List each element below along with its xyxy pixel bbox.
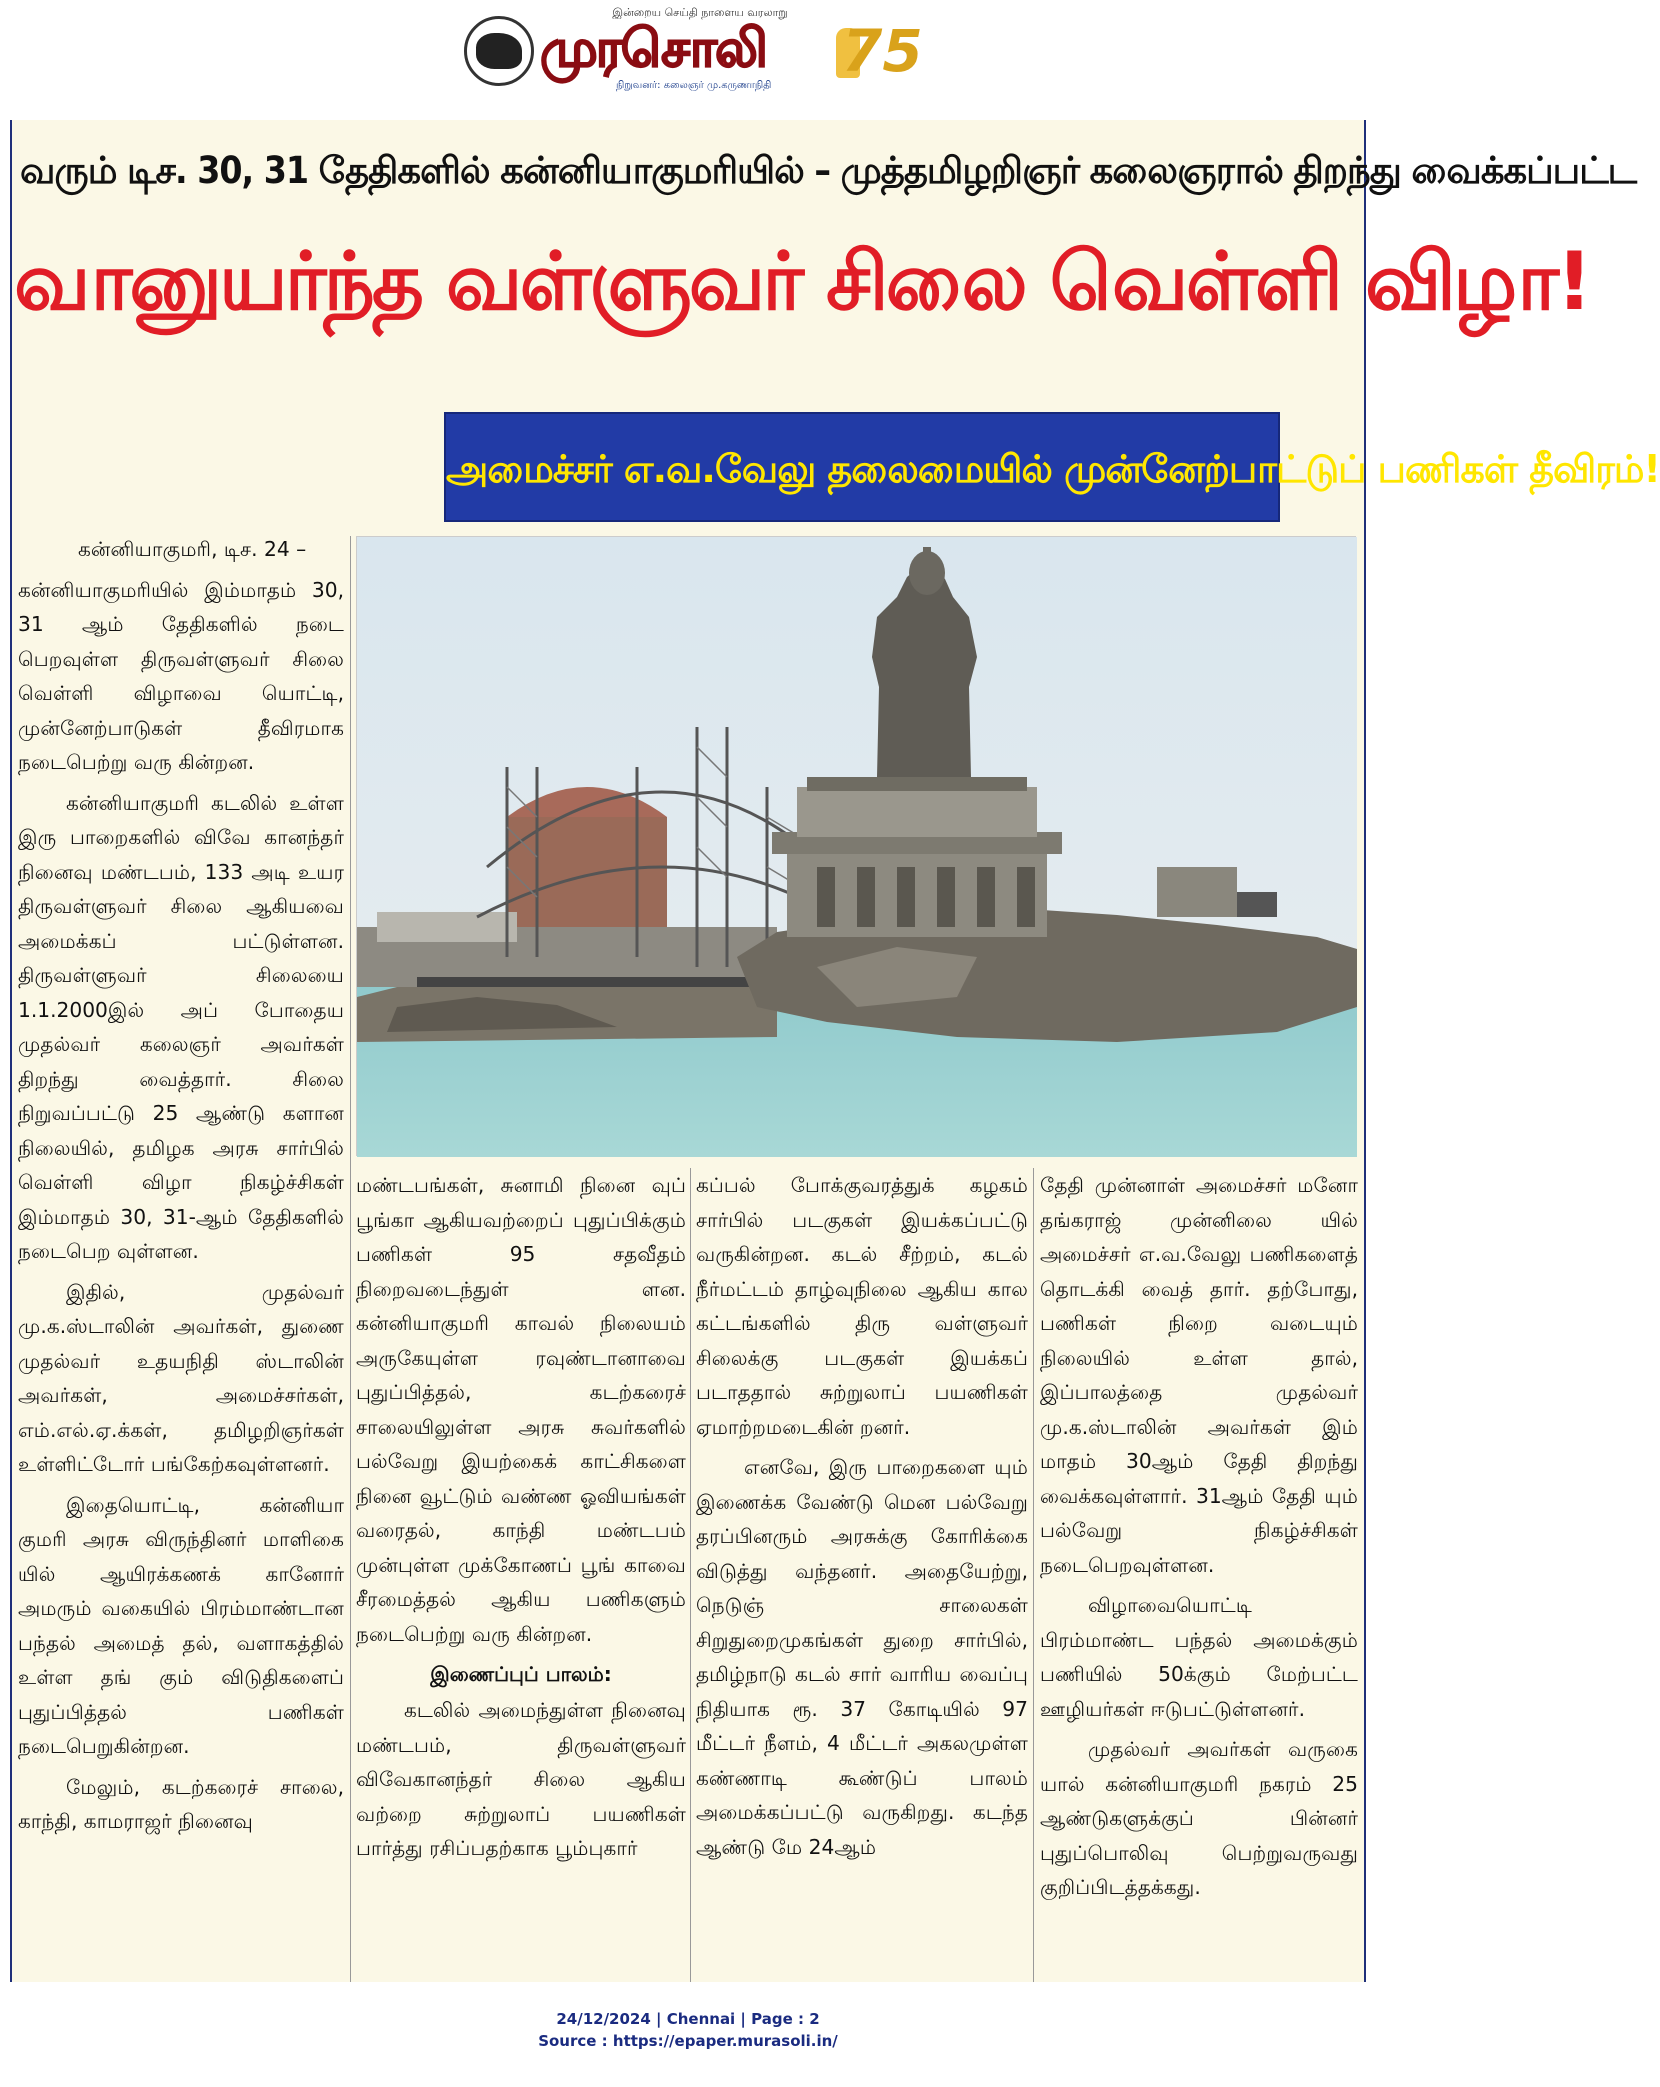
- masthead-tagline: இன்றைய செய்தி நாளைய வரலாறு: [612, 6, 788, 19]
- article-column-4: [1040, 1168, 1358, 1982]
- article-paragraph: இதையொட்டி, கன்னியா குமரி அரசு விருந்தினர் மாளிகை யில் ஆயிரக்கணக் கானோர் அமரும் வகையில் பிரம்மாண்டான பந்தல் அமைத் தல், வளாகத்தில் உள்ள தங் கும் விடுதிகளைப் புதுப்பித்தல் பணிகள் நடைபெறுகின்றன.: [18, 1492, 344, 1758]
- article-kicker: வரும் டிச. 30, 31 தேதிகளில் கன்னியாகுமரியில் – முத்தமிழறிஞர் கலைஞரால் திறந்து வைக்கப்பட்ட: [20, 149, 1637, 192]
- masthead-emblem-icon: [464, 16, 534, 86]
- article-paragraph: எனவே, இரு பாறைகளை யும் இணைக்க வேண்டு மென பல்வேறு தரப்பினரும் அரசுக்கு கோரிக்கை விடுத்து வந்தனர். அதையேற்று, நெடுஞ் சாலைகள் சிறுதுறைமுகங்கள் துறை சார்பில், தமிழ்நாடு கடல் சார் வாரிய வைப்பு நிதியாக ரூ. 37 கோடியில் 97 மீட்டர் நீளம், 4 மீட்டர் அகலமுள்ள கண்ணாடி கூண்டுப் பாலம் அமைக்கப்பட்டு வருகிறது. கடந்த ஆண்டு மே 24ஆம்: [696, 1455, 1028, 1859]
- article-paragraph: தேதி முன்னாள் அமைச்சர் மனோ தங்கராஜ் முன்னிலை யில் அமைச்சர் எ.வ.வேலு பணிகளைத் தொடக்கி வைத் தார். தற்போது, பணிகள் நிறை வடையும் நிலையில் உள்ள தால், இப்பாலத்தை முதல்வர் மு.க.ஸ்டாலின் அவர்கள் இம் மாதம் 30ஆம் தேதி திறந்து வைக்கவுள்ளார். 31ஆம் தேதி யும் பல்வேறு நிகழ்ச்சிகள் நடைபெறவுள்ளன.: [1040, 1173, 1358, 1577]
- article-column-2: [356, 1168, 686, 1982]
- masthead: [0, 0, 1376, 110]
- page-footer: [0, 2008, 1376, 2052]
- footer-date-page: 24/12/2024 | Chennai | Page : 2: [556, 2010, 820, 2028]
- article-column-3: [696, 1168, 1028, 1982]
- article-headline: வானுயர்ந்த வள்ளுவர் சிலை வெள்ளி விழா!: [14, 235, 1590, 328]
- article-paragraph: கன்னியாகுமரியில் இம்மாதம் 30, 31 ஆம் தேதிகளில் நடை பெறவுள்ள திருவள்ளுவர் சிலை வெள்ளி விழாவை யொட்டி, முன்னேற்பாடுகள் தீவிரமாக நடைபெற்று வரு கின்றன.: [18, 577, 344, 774]
- article-paragraph: விழாவையொட்டி பிரம்மாண்ட பந்தல் அமைக்கும் பணியில் 50க்கும் மேற்பட்ட ஊழியர்கள் ஈடுபட்டுள்ளனர்.: [1040, 1593, 1358, 1721]
- article-paragraph: மண்டபங்கள், சுனாமி நினை வுப் பூங்கா ஆகியவற்றைப் புதுப்பிக்கும் பணிகள் 95 சதவீதம் நிறைவடைந்துள் ளன. கன்னியாகுமரி காவல் நிலையம் அருகேயுள்ள ரவுண்டானாவை புதுப்பித்தல், கடற்கரைச் சாலையிலுள்ள அரசு சுவர்களில் பல்வேறு இயற்கைக் காட்சிகளை நினை வூட்டும் வண்ண ஓவியங்கள் வரைதல், காந்தி மண்டபம் முன்புள்ள முக்கோணப் பூங் காவை சீரமைத்தல் ஆகிய பணிகளும் நடைபெற்று வரு கின்றன.: [356, 1173, 686, 1646]
- statue-photo-image: [357, 537, 1357, 1157]
- anniversary-badge: 75: [842, 17, 923, 85]
- article-paragraph: கப்பல் போக்குவரத்துக் கழகம் சார்பில் படகுகள் இயக்கப்பட்டு வருகின்றன. கடல் சீற்றம், கடல் நீர்மட்டம் தாழ்வுநிலை ஆகிய கால கட்டங்களில் திரு வள்ளுவர் சிலைக்கு படகுகள் இயக்கப் படாததால் சுற்றுலாப் பயணிகள் ஏமாற்றமடைகின் றனர்.: [696, 1173, 1028, 1439]
- article-paragraph: முதல்வர் அவர்கள் வருகை யால் கன்னியாகுமரி நகரம் 25 ஆண்டுகளுக்குப் பின்னர் புதுப்பொலிவு பெற்றுவருவது குறிப்பிடத்தக்கது.: [1040, 1737, 1358, 1899]
- article-photo: [356, 536, 1356, 1156]
- article-paragraph: கன்னியாகுமரி கடலில் உள்ள இரு பாறைகளில் விவே கானந்தர் நினைவு மண்டபம், 133 அடி உயர திருவள்ளுவர் சிலை ஆகியவை அமைக்கப் பட்டுள்ளன. திருவள்ளுவர் சிலையை 1.1.2000இல் அப் போதைய முதல்வர் கலைஞர் அவர்கள் திறந்து வைத்தார். சிலை நிறுவப்பட்டு 25 ஆண்டு களான நிலையில், தமிழக அரசு சார்பில் வெள்ளி விழா நிகழ்ச்சிகள் இம்மாதம் 30, 31-ஆம் தேதிகளில் நடைபெற வுள்ளன.: [18, 790, 344, 1263]
- article-dateline: கன்னியாகுமரி, டிச. 24 –: [78, 537, 307, 561]
- article-column-1: [18, 532, 344, 1982]
- article-subhead-box: [444, 412, 1660, 522]
- footer-source-link[interactable]: Source : https://epaper.murasoli.in/: [538, 2032, 838, 2050]
- column-divider: [350, 536, 351, 1982]
- article-paragraph: கடலில் அமைந்துள்ள நினைவு மண்டபம், திருவள்ளுவர் விவேகானந்தர் சிலை ஆகிய வற்றை சுற்றுலாப் பயணிகள் பார்த்து ரசிப்பதற்காக பூம்புகார்: [356, 1698, 686, 1860]
- article-paragraph: மேலும், கடற்கரைச் சாலை, காந்தி, காமராஜர் நினைவு: [18, 1774, 344, 1833]
- masthead-subtitle: நிறுவனர்: கலைஞர் மு.கருணாநிதி: [616, 80, 772, 91]
- article-subhead: அமைச்சர் எ.வ.வேலு தலைமையில் முன்னேற்பாட்டுப் பணிகள் தீவிரம்!: [446, 447, 1660, 491]
- column-divider: [690, 1168, 691, 1982]
- column-divider: [1033, 1168, 1034, 1982]
- masthead-title: முரசொலி: [540, 19, 766, 79]
- article-paragraph: இதில், முதல்வர் மு.க.ஸ்டாலின் அவர்கள், துணை முதல்வர் உதயநிதி ஸ்டாலின் அவர்கள், அமைச்சர்கள், எம்.எல்.ஏ.க்கள், தமிழறிஞர்கள் உள்ளிட்டோர் பங்கேற்கவுள்ளனர்.: [18, 1279, 344, 1476]
- article-subheading: இணைப்புப் பாலம்:: [430, 1662, 612, 1686]
